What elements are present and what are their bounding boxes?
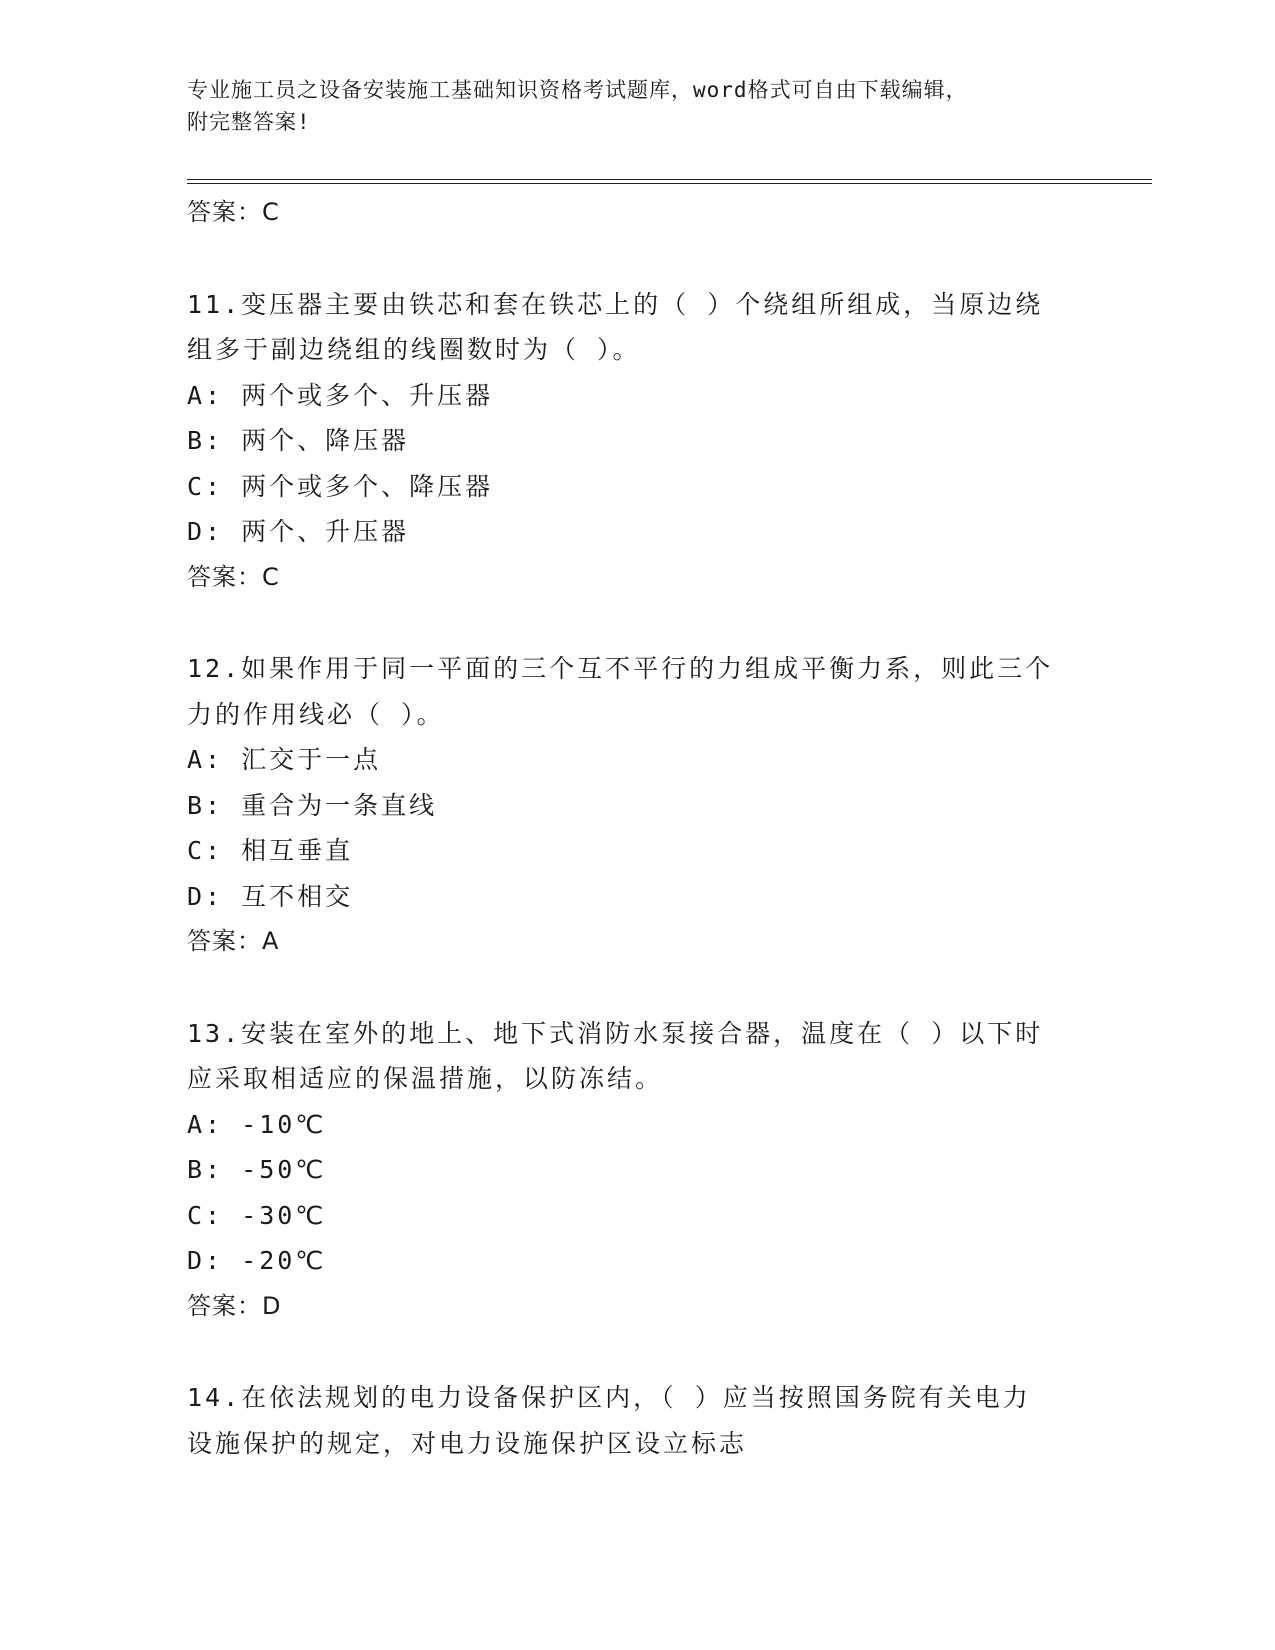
question-text-line: 12.如果作用于同一平面的三个互不平行的力组成平衡力系，则此三个 [187,654,1054,683]
option-c: C: 相互垂直 [187,836,354,865]
answer: 答案：C [187,562,280,591]
spacer [187,600,1087,646]
option-c: C: -30℃ [187,1200,327,1230]
option-a: A: -10℃ [187,1109,327,1139]
header-divider-bottom [187,183,1152,184]
question-text-line: 13.安装在室外的地上、地下式消防水泵接合器，温度在（ ）以下时 [187,1018,1044,1048]
document-body [187,190,1087,1466]
option-d: D: 两个、升压器 [187,517,410,546]
answer: 答案：D [187,1291,282,1320]
question-text-line: 组多于副边绕组的线圈数时为（ ）。 [187,335,641,364]
header-line-1: 专业施工员之设备安装施工基础知识资格考试题库，word格式可自由下载编辑， [187,78,968,102]
previous-answer: 答案：C [187,198,280,226]
spacer [187,236,1087,282]
header-line-2: 附完整答案! [187,110,311,134]
question-14 [187,1375,1087,1466]
option-b: B: 两个、降压器 [187,426,410,455]
option-a: A: 汇交于一点 [187,745,382,774]
option-c: C: 两个或多个、降压器 [187,471,494,501]
option-d: D: -20℃ [187,1246,327,1275]
option-d: D: 互不相交 [187,881,354,911]
question-text-line: 14.在依法规划的电力设备保护区内，（ ）应当按照国务院有关电力 [187,1383,1031,1412]
option-b: B: 重合为一条直线 [187,790,438,820]
question-text-line: 应采取相适应的保温措施，以防冻结。 [187,1064,664,1093]
question-text-line: 设施保护的规定，对电力设施保护区设立标志 [187,1428,748,1458]
question-12 [187,646,1087,965]
question-11 [187,282,1087,601]
option-a: A: 两个或多个、升压器 [187,380,494,410]
answer: 答案：A [187,927,280,955]
question-text-line: 11.变压器主要由铁芯和套在铁芯上的（ ）个绕组所组成，当原边绕 [187,289,1044,319]
spacer [187,965,1087,1011]
document-header [187,74,1087,138]
question-13 [187,1011,1087,1330]
question-text-line: 力的作用线必（ ）。 [187,699,445,729]
option-b: B: -50℃ [187,1155,327,1184]
header-divider-top [187,179,1152,180]
spacer [187,1329,1087,1375]
